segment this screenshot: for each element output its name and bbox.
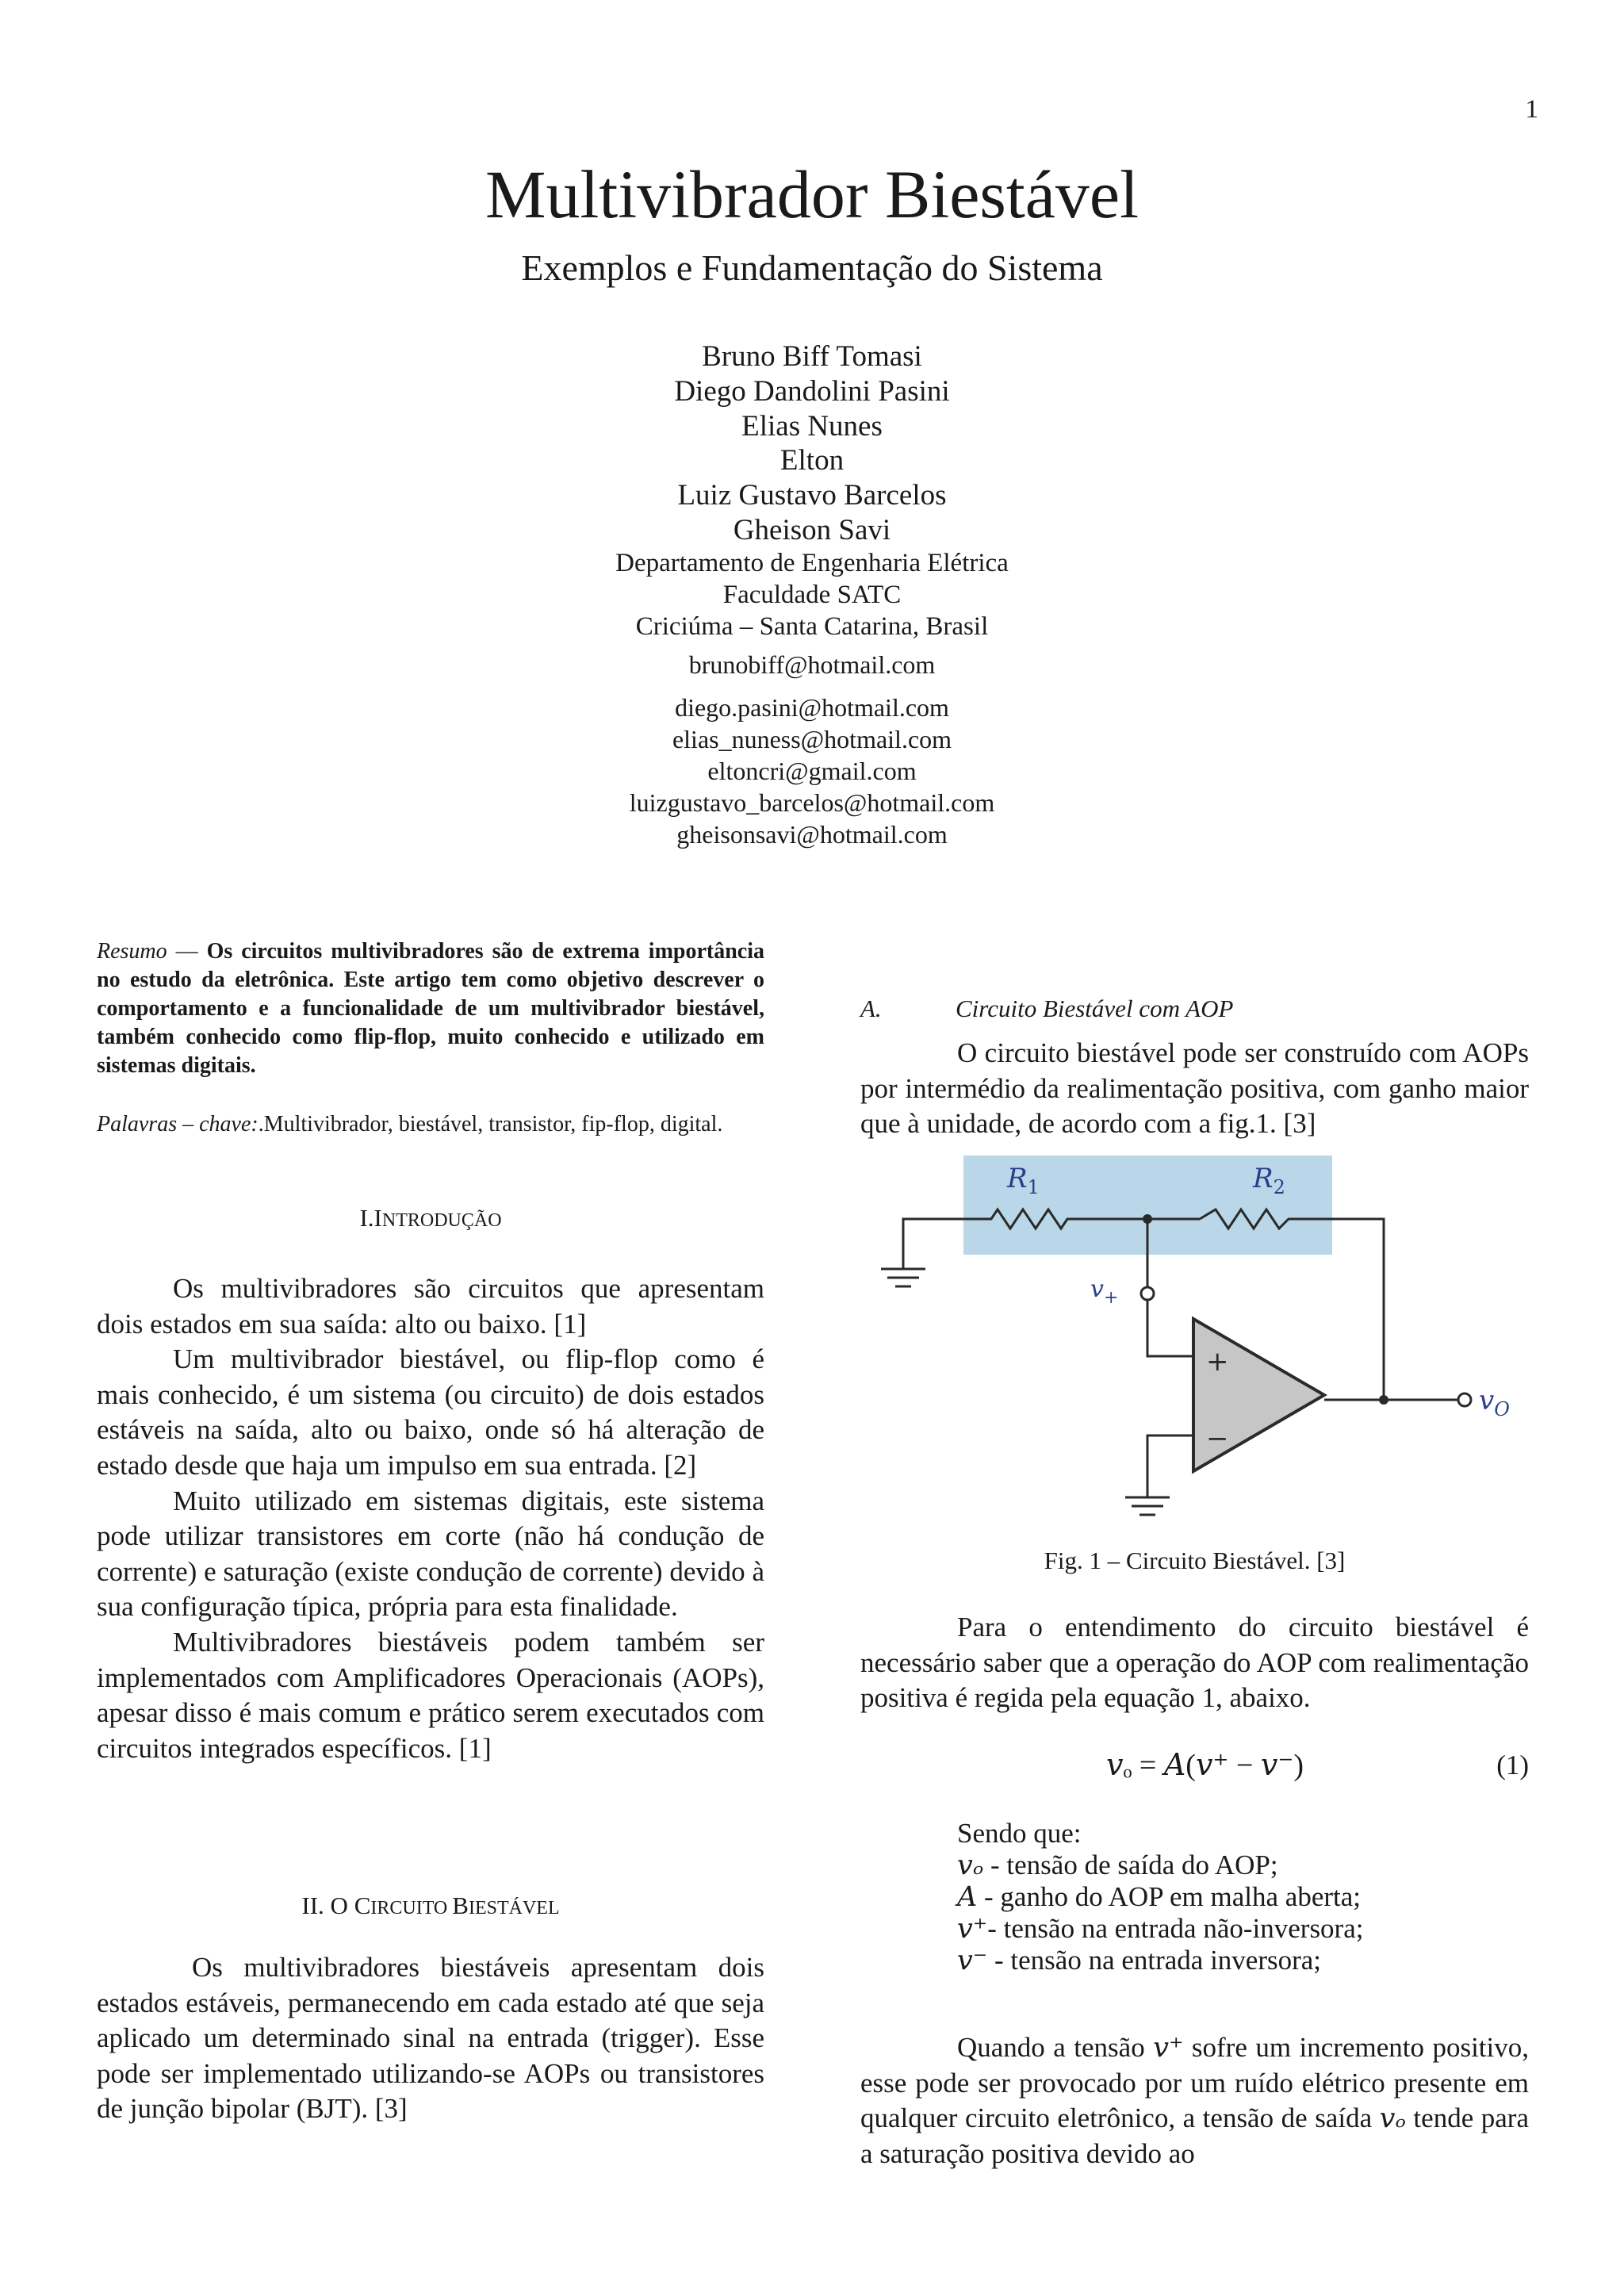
vplus-label: $v_+$ xyxy=(1090,1275,1119,1308)
author-email: luizgustavo_barcelos@hotmail.com xyxy=(629,788,995,817)
definition-item xyxy=(957,1945,1528,1976)
author-name: Elias Nunes xyxy=(741,410,883,443)
section-heading-initial: I xyxy=(373,1204,382,1232)
section-heading-initial: B xyxy=(452,1892,469,1919)
plus-sign: + xyxy=(1206,1346,1229,1378)
vo-label: $v_O$ xyxy=(1479,1385,1510,1420)
paragraph: Os multivibradores são circuitos que apresentam dois estados em sua saída: alto ou baixo. [1] xyxy=(97,1273,764,1340)
paragraph: O circuito biestável pode ser construído com AOPs por intermédio da realimentação positiva, com ganho maior que à unidade, de acordo com a fig.1. [3] xyxy=(860,1037,1529,1140)
symbol: 𝑣ₒ xyxy=(957,1849,984,1881)
keywords-label: Palavras – chave: xyxy=(97,1112,259,1137)
vo-terminal xyxy=(1458,1393,1471,1406)
symbol: 𝑣⁺ xyxy=(1153,2032,1184,2064)
text-run: sofre um incremento positivo, esse pode ser provocado por um ruído elétrico presente em qualquer circuito eletrônico, a tensão de saída xyxy=(860,2032,1529,2134)
definition-item xyxy=(957,1913,1528,1945)
author-email: eltoncri@gmail.com xyxy=(707,757,917,785)
final-paragraph xyxy=(860,2030,1529,2171)
subsection-heading xyxy=(860,993,1529,1025)
paper-title: Multivibrador Biestável xyxy=(485,156,1139,232)
paragraph xyxy=(860,2030,1529,2171)
author-email: diego.pasini@hotmail.com xyxy=(675,693,949,722)
definition-text: - tensão na entrada não-inversora; xyxy=(987,1913,1364,1944)
paragraph-after-figure xyxy=(860,1610,1529,1716)
author-name: Bruno Biff Tomasi xyxy=(702,340,922,373)
definition-text: - tensão na entrada inversora; xyxy=(987,1945,1322,1976)
abstract-text: Os circuitos multivibradores são de extrema importância no estudo da eletrônica. Este artigo tem como objetivo descrever o comportamento e a funcionalidade de um multivibrador biestável, também conhecido como flip-flop, muito conhecido e utilizado em sistemas digitais. xyxy=(97,939,764,1078)
section-number: II. O xyxy=(301,1892,354,1919)
subsection-paragraph xyxy=(860,1036,1529,1142)
wire xyxy=(1147,1300,1193,1356)
section-heading-rest: IRCUITO xyxy=(370,1898,453,1918)
paragraph: Multivibradores biestáveis podem também ser implementados com Amplificadores Operacionais (AOPs), apesar disso é mais comum e prático serem executados com circuitos integrados específicos. [1] xyxy=(97,1626,764,1764)
text-run: Quando a tensão xyxy=(957,2032,1154,2063)
author-email: elias_nuness@hotmail.com xyxy=(672,725,952,753)
section-heading-circuit xyxy=(97,1890,764,1924)
text-run: tende para a saturação positiva devido ao xyxy=(860,2102,1529,2169)
author-name: Elton xyxy=(779,444,845,477)
definition-item xyxy=(957,1849,1528,1881)
section-heading-rest: NTRODUÇÃO xyxy=(381,1210,502,1231)
paragraph: Os multivibradores biestáveis apresentam dois estados estáveis, permanecendo em cada estado até que seja aplicado um determinado sinal na entrada (trigger). Esse pode ser implementado utilizando-se AOPs ou transistores de junção bipolar (BJT). [3] xyxy=(97,1952,764,2125)
paragraph: Um multivibrador biestável, ou flip-flop como é mais conhecido, é um sistema (ou circuito) de dois estados estáveis na saída, alto ou baixo, onde só há alteração de estado desde que haja um impulso em sua entrada. [2] xyxy=(97,1343,764,1481)
author-email: gheisonsavi@hotmail.com xyxy=(676,820,948,849)
definition-text: - tensão de saída do AOP; xyxy=(983,1849,1278,1880)
paper-subtitle: Exemplos e Fundamentação do Sistema xyxy=(521,247,1103,288)
page-number: 1 xyxy=(1525,95,1538,124)
wire xyxy=(903,1219,971,1259)
equation-number: (1) xyxy=(1496,1750,1529,1780)
r1-label: $R_1$ xyxy=(1007,1163,1040,1198)
subsection-letter: A. xyxy=(860,995,882,1022)
junction-node xyxy=(1379,1395,1388,1405)
abstract-dash: — xyxy=(167,939,207,964)
r2-label: $R_2$ xyxy=(1253,1163,1285,1198)
author-name: Gheison Savi xyxy=(733,514,891,546)
minus-sign: − xyxy=(1206,1423,1229,1455)
symbol: 𝑣ₒ xyxy=(1379,2102,1406,2135)
paragraph: Para o entendimento do circuito biestável é necessário saber que a operação do AOP com realimentação positiva é regida pela equação 1, abaixo. xyxy=(860,1612,1529,1714)
author-email: brunobiff@hotmail.com xyxy=(688,650,936,679)
definitions-intro: Sendo que: xyxy=(957,1818,1082,1849)
affiliation-department: Departamento de Engenharia Elétrica xyxy=(615,549,1009,577)
symbol: 𝑣⁻ xyxy=(957,1945,988,1976)
subsection-title: Circuito Biestável com AOP xyxy=(956,995,1234,1022)
figure-caption: Fig. 1 – Circuito Biestável. [3] xyxy=(1044,1547,1346,1574)
abstract xyxy=(97,937,764,1080)
introduction-body xyxy=(97,1271,764,1766)
definition-text: - ganho do AOP em malha aberta; xyxy=(977,1881,1361,1912)
equation-expression: 𝑣ₒ = 𝐴(𝑣⁺ − 𝑣⁻) xyxy=(1106,1749,1304,1782)
author-name: Diego Dandolini Pasini xyxy=(674,375,950,408)
affiliation-location: Criciúma – Santa Catarina, Brasil xyxy=(635,612,989,641)
circuit-section-body xyxy=(97,1950,764,2127)
symbol: 𝐴 xyxy=(957,1881,978,1913)
wire xyxy=(1147,1435,1193,1497)
equation-1 xyxy=(860,1747,1529,1784)
affiliation-institution: Faculdade SATC xyxy=(722,581,902,609)
section-heading-rest: IESTÁVEL xyxy=(468,1898,560,1918)
abstract-label: Resumo xyxy=(97,939,167,964)
author-name: Luiz Gustavo Barcelos xyxy=(677,479,947,512)
section-heading-introduction xyxy=(97,1202,764,1236)
paragraph: Muito utilizado em sistemas digitais, este sistema pode utilizar transistores em corte (não há condução de corrente) e saturação (existe condução de corrente) devido à sua configuração típica, própria para esta finalidade. xyxy=(97,1485,764,1623)
keywords-text: .Multivibrador, biestável, transistor, fip-flop, digital. xyxy=(258,1112,723,1137)
section-number: I. xyxy=(359,1204,374,1232)
circuit-diagram xyxy=(860,1146,1542,1535)
symbol-definitions xyxy=(957,1818,1528,1976)
vplus-terminal xyxy=(1141,1287,1154,1300)
circuit-figure xyxy=(860,1146,1542,1535)
symbol: 𝑣⁺ xyxy=(957,1913,988,1945)
section-heading-initial: C xyxy=(354,1892,371,1919)
definition-item xyxy=(957,1881,1528,1913)
keywords xyxy=(97,1110,764,1139)
